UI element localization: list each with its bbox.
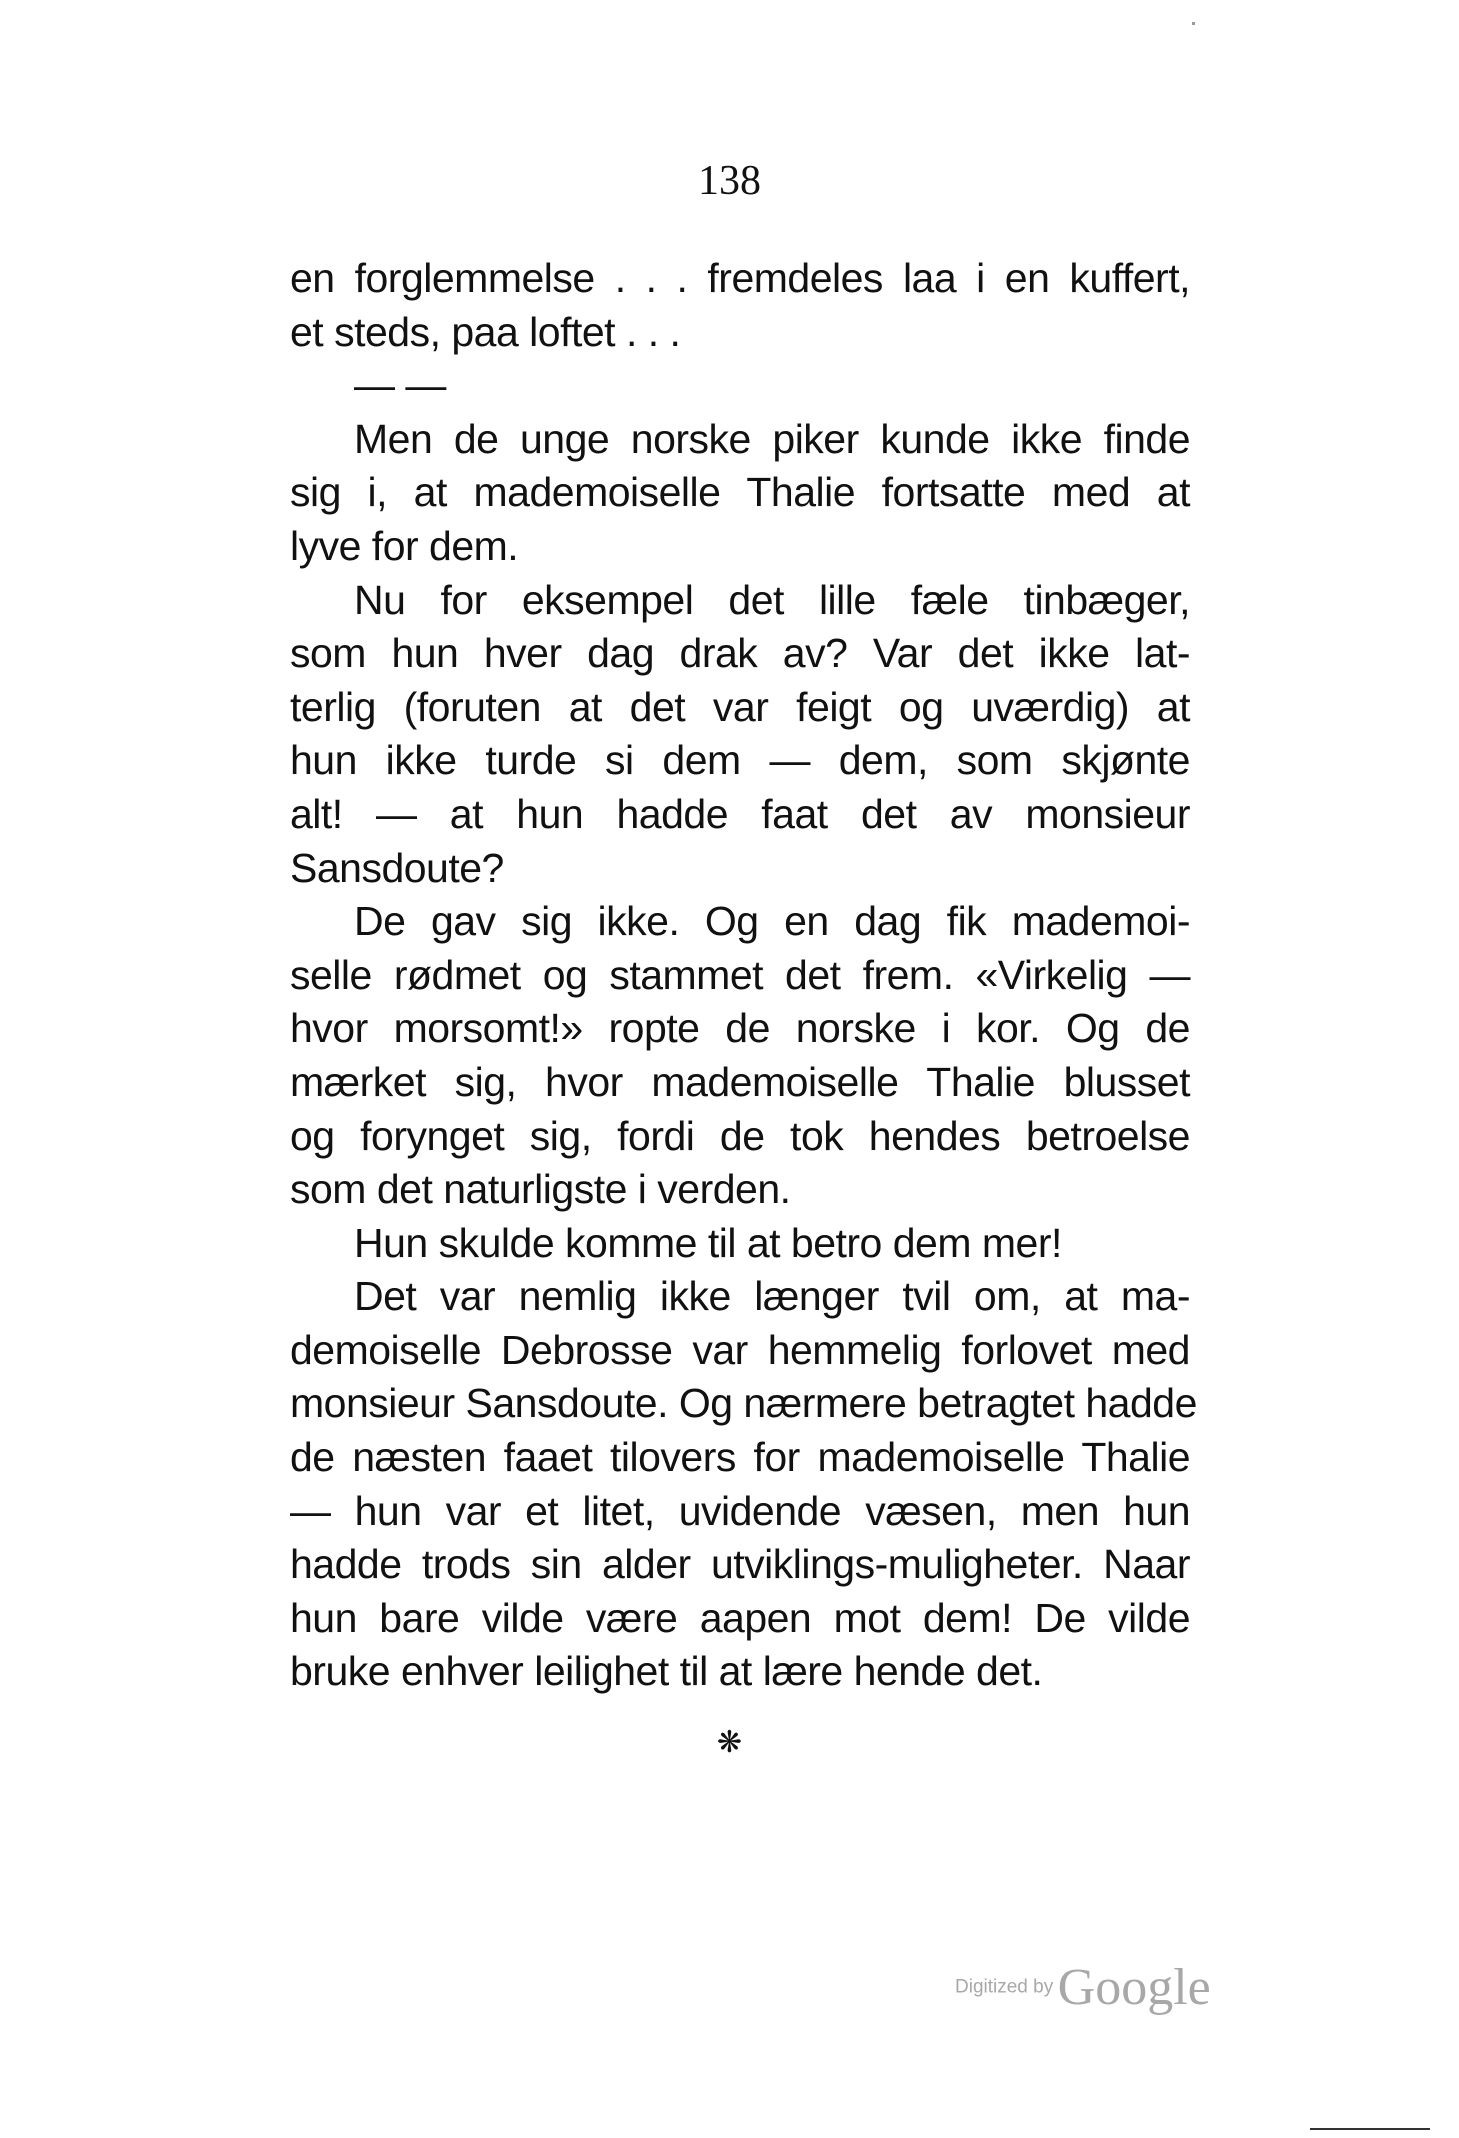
- text-line: som hun hver dag drak av? Var det ikke lat-: [290, 630, 1190, 677]
- text-line: De gav sig ikke. Og en dag fik mademoi-: [354, 898, 1190, 945]
- text-line: bruke enhver leilighet til at lære hende det.: [290, 1648, 1043, 1695]
- digitized-watermark: [955, 1958, 1211, 2017]
- text-line: Det var nemlig ikke længer tvil om, at ma-: [354, 1273, 1190, 1320]
- text-line: lyve for dem.: [290, 522, 519, 569]
- scan-speck: [1192, 22, 1195, 25]
- text-line: alt! — at hun hadde faat det av monsieur: [290, 790, 1190, 837]
- watermark-prefix: Digitized by: [955, 1976, 1054, 1998]
- text-line: og forynget sig, fordi de tok hendes betroelse: [290, 1112, 1190, 1159]
- text-line: — hun var et litet, uvidende væsen, men hun: [290, 1487, 1190, 1534]
- page-number: 138: [698, 158, 761, 204]
- text-line: terlig (foruten at det var feigt og uværdig) at: [290, 683, 1190, 730]
- text-line: Men de unge norske piker kunde ikke finde: [354, 415, 1190, 462]
- body-text: [290, 252, 1197, 1699]
- text-line: de næsten faaet tilovers for mademoiselle Thalie: [290, 1434, 1190, 1481]
- text-line: monsieur Sansdoute. Og nærmere betragtet hadde: [290, 1380, 1197, 1427]
- text-line: sig i, at mademoiselle Thalie fortsatte med at: [290, 469, 1190, 516]
- scan-edge-mark: [1310, 2128, 1430, 2130]
- text-line: hun ikke turde si dem — dem, som skjønte: [290, 737, 1190, 784]
- text-line: demoiselle Debrosse var hemmelig forlovet med: [290, 1326, 1190, 1373]
- text-line: et steds, paa loftet . . .: [290, 308, 681, 355]
- text-line: hun bare vilde være aapen mot dem! De vilde: [290, 1594, 1190, 1641]
- text-line: Sansdoute?: [290, 844, 504, 891]
- text-line: Hun skulde komme til at betro dem mer!: [354, 1219, 1062, 1266]
- text-line: — —: [354, 362, 446, 409]
- text-line: hadde trods sin alder utviklings-muligheter. Naar: [290, 1541, 1190, 1588]
- text-line: Nu for eksempel det lille fæle tinbæger,: [354, 576, 1190, 623]
- end-ornament: ❋: [716, 1726, 743, 1759]
- text-line: hvor morsomt!» ropte de norske i kor. Og de: [290, 1005, 1190, 1052]
- text-line: mærket sig, hvor mademoiselle Thalie blusset: [290, 1058, 1190, 1105]
- text-line: som det naturligste i verden.: [290, 1166, 791, 1213]
- text-line: en forglemmelse . . . fremdeles laa i en kuffert,: [290, 255, 1190, 301]
- text-line: selle rødmet og stammet det frem. «Virkelig —: [290, 951, 1190, 998]
- watermark-brand-logo: Google: [1057, 1959, 1211, 2016]
